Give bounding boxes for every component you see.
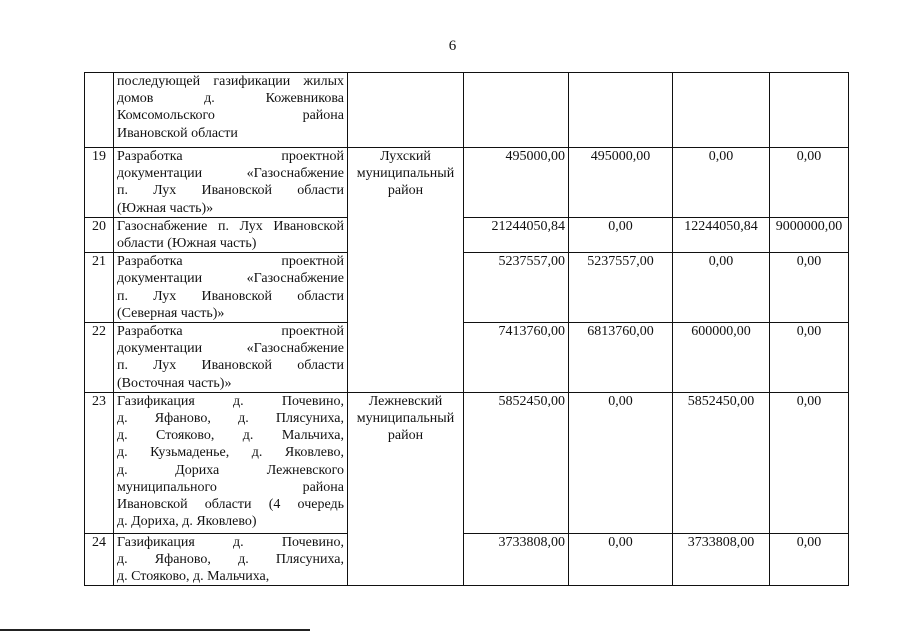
item-name-line: п. Лух Ивановской области xyxy=(117,358,344,374)
item-name-line: д. Яфаново, д. Плясуниха, xyxy=(117,552,344,568)
table-row xyxy=(85,533,849,586)
total-amount: 7413760,00 xyxy=(464,323,569,393)
item-name-line: документации «Газоснабжение xyxy=(117,166,344,182)
item-name-line: д. Дориха Лежневского xyxy=(117,462,344,478)
municipal-district xyxy=(348,148,464,393)
row-number: 19 xyxy=(85,148,114,218)
item-name-line: (Южная часть)» xyxy=(117,200,214,216)
row-number: 20 xyxy=(85,217,114,252)
item-name xyxy=(114,148,348,218)
district-line: муниципальный xyxy=(356,411,455,427)
amount-col-3: 0,00 xyxy=(770,392,849,533)
amount-col-1: 0,00 xyxy=(569,533,673,586)
item-name-line: Газификация д. Почевино, xyxy=(117,534,344,550)
amount-col-2: 12244050,84 xyxy=(673,217,770,252)
amount-col-3: 0,00 xyxy=(770,323,849,393)
item-name-line: д. Кузьмаденье, д. Яковлево, xyxy=(117,445,344,461)
district-line: район xyxy=(387,428,424,444)
item-name-line: (Восточная часть)» xyxy=(117,375,232,391)
amount-col-2 xyxy=(673,73,770,148)
item-name-line: д. Дориха, д. Яковлево) xyxy=(117,514,257,530)
row-number: 23 xyxy=(85,392,114,533)
item-name-line: документации «Газоснабжение xyxy=(117,271,344,287)
table-row xyxy=(85,148,849,218)
item-name-line: последующей газификации жилых xyxy=(117,74,344,89)
item-name-line: д. Яфаново, д. Плясуниха, xyxy=(117,411,344,427)
row-number: 21 xyxy=(85,253,114,323)
item-name-line: п. Лух Ивановской области xyxy=(117,288,344,304)
row-number: 24 xyxy=(85,533,114,586)
table-row xyxy=(85,73,849,148)
item-name xyxy=(114,533,348,586)
table-row xyxy=(85,253,849,323)
page-number: 6 xyxy=(448,38,457,54)
table-row xyxy=(85,323,849,393)
item-name xyxy=(114,392,348,533)
item-name xyxy=(114,253,348,323)
amount-col-2: 5852450,00 xyxy=(673,392,770,533)
amount-col-3: 9000000,00 xyxy=(770,217,849,252)
item-name-line: Разработка проектной xyxy=(117,149,344,164)
amount-col-2: 600000,00 xyxy=(673,323,770,393)
footer-rule xyxy=(0,629,310,631)
table-row xyxy=(85,217,849,252)
table-row xyxy=(85,392,849,533)
row-number xyxy=(85,73,114,148)
amount-col-2: 0,00 xyxy=(673,148,770,218)
amount-col-1: 495000,00 xyxy=(569,148,673,218)
item-name-line: д. Стояково, д. Мальчиха, xyxy=(117,569,270,585)
item-name-line: (Северная часть)» xyxy=(117,305,225,321)
item-name-line: Газификация д. Почевино, xyxy=(117,393,344,409)
item-name-line: п. Лух Ивановской области xyxy=(117,183,344,199)
district-line: Лежневский xyxy=(368,393,443,409)
amount-col-2: 0,00 xyxy=(673,253,770,323)
total-amount: 3733808,00 xyxy=(464,533,569,586)
item-name-line: документации «Газоснабжение xyxy=(117,341,344,357)
total-amount: 5237557,00 xyxy=(464,253,569,323)
district-line: Лухский xyxy=(380,149,431,164)
item-name-line: Разработка проектной xyxy=(117,254,344,270)
amount-col-1: 0,00 xyxy=(569,392,673,533)
item-name-line: области (Южная часть) xyxy=(117,236,257,252)
item-name-line: муниципального района xyxy=(117,479,344,495)
municipal-district xyxy=(348,392,464,586)
item-name-line: Ивановской области (4 очередь xyxy=(117,497,344,513)
item-name xyxy=(114,323,348,393)
amount-col-1 xyxy=(569,73,673,148)
municipal-district xyxy=(348,73,464,148)
amount-col-1: 6813760,00 xyxy=(569,323,673,393)
item-name-line: Газоснабжение п. Лух Ивановской xyxy=(117,218,344,234)
amount-col-1: 0,00 xyxy=(569,217,673,252)
total-amount xyxy=(464,73,569,148)
row-number: 22 xyxy=(85,323,114,393)
item-name-line: Разработка проектной xyxy=(117,324,344,340)
item-name xyxy=(114,73,348,148)
amount-col-3 xyxy=(770,73,849,148)
amount-col-3: 0,00 xyxy=(770,148,849,218)
total-amount: 21244050,84 xyxy=(464,217,569,252)
total-amount: 5852450,00 xyxy=(464,392,569,533)
amount-col-1: 5237557,00 xyxy=(569,253,673,323)
item-name-line: Ивановской области xyxy=(117,125,238,141)
amount-col-3: 0,00 xyxy=(770,533,849,586)
amount-col-2: 3733808,00 xyxy=(673,533,770,586)
item-name-line: Комсомольского района xyxy=(117,108,344,124)
district-line: муниципальный xyxy=(356,166,455,182)
district-line: район xyxy=(387,183,424,199)
item-name xyxy=(114,217,348,252)
item-name-line: домов д. Кожевникова xyxy=(117,91,344,107)
gasification-table xyxy=(84,72,849,586)
total-amount: 495000,00 xyxy=(464,148,569,218)
amount-col-3: 0,00 xyxy=(770,253,849,323)
item-name-line: д. Стояково, д. Мальчиха, xyxy=(117,428,344,444)
